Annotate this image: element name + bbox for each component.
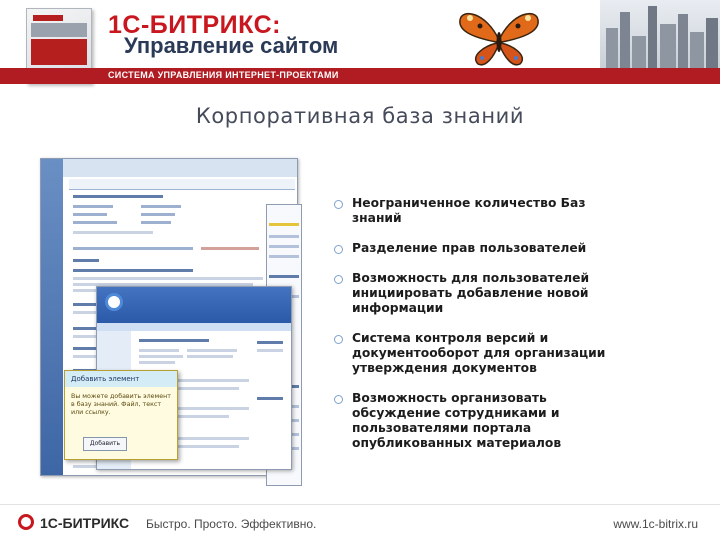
brand-subtitle: Управление сайтом <box>124 33 339 58</box>
bullet-text: Неограниченное количество Баз знаний <box>352 196 586 225</box>
bullet-ring-icon <box>334 275 343 284</box>
list-item <box>332 391 632 451</box>
slide-header <box>0 0 720 92</box>
bullet-ring-icon <box>334 200 343 209</box>
footer-url[interactable]: www.1c-bitrix.ru <box>613 517 698 531</box>
list-item <box>332 196 632 226</box>
bullet-text: Разделение прав пользователей <box>352 241 587 255</box>
bullet-ring-icon <box>334 395 343 404</box>
slide-footer <box>0 504 720 541</box>
brand-title: 1С-БИТРИКС: <box>108 11 281 39</box>
city-skyline-image <box>600 0 720 70</box>
list-item <box>332 271 632 316</box>
bullet-text: Возможность для пользователей инициировать добавление новой информации <box>352 271 590 315</box>
bitrix-logo-icon <box>18 514 34 530</box>
add-element-popup <box>64 370 178 460</box>
bullet-ring-icon <box>334 335 343 344</box>
slide-title: Корпоративная база знаний <box>195 104 525 128</box>
list-item <box>332 241 632 256</box>
bullet-text: Возможность организовать обсуждение сотрудниками и пользователями портала опубликованных материалов <box>352 391 562 450</box>
popup-add-button: Добавить <box>83 437 127 451</box>
header-tagline: СИСТЕМА УПРАВЛЕНИЯ ИНТЕРНЕТ-ПРОЕКТАМИ <box>108 70 339 80</box>
list-item <box>332 331 632 376</box>
butterfly-icon <box>456 6 542 70</box>
footer-tagline: Быстро. Просто. Эффективно. <box>146 517 317 531</box>
popup-text: Вы можете добавить элемент в базу знаний. Файл, текст или ссылку. <box>71 393 171 416</box>
bullet-ring-icon <box>334 245 343 254</box>
bullet-text: Система контроля версий и документооборот для организации утверждения документов <box>352 331 606 375</box>
feature-list <box>332 196 632 466</box>
footer-logo: 1С-БИТРИКС <box>40 515 130 531</box>
popup-title: Добавить элемент <box>65 371 177 387</box>
